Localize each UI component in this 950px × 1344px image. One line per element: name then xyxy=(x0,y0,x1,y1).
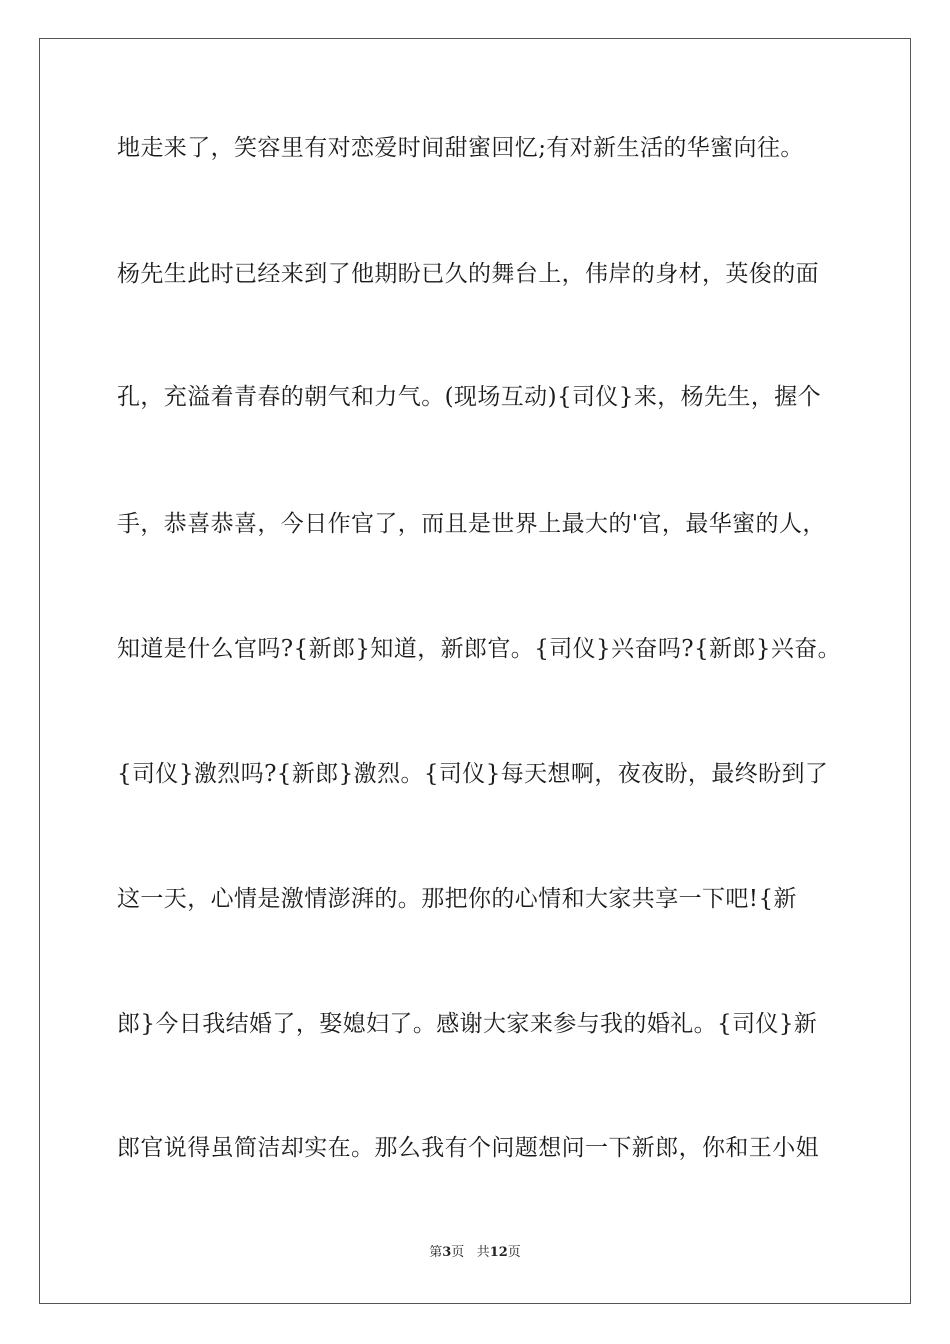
page-total: 12 xyxy=(489,1245,508,1260)
body-line: 郎官说得虽简洁却实在。那么我有个问题想问一下新郎，你和王小姐 xyxy=(117,1135,819,1161)
body-line: 这一天，心情是激情澎湃的。那把你的心情和大家共享一下吧!{新 xyxy=(117,886,797,912)
body-line: 知道是什么官吗?{新郎}知道，新郎官。{司仪}兴奋吗?{新郎}兴奋。 xyxy=(117,636,842,662)
page-border xyxy=(39,38,911,1304)
body-line: {司仪}激烈吗?{新郎}激烈。{司仪}每天想啊，夜夜盼，最终盼到了 xyxy=(117,761,829,787)
page-label-prefix: 第 xyxy=(429,1245,443,1260)
body-line: 杨先生此时已经来到了他期盼已久的舞台上，伟岸的身材，英俊的面 xyxy=(117,261,819,287)
total-label-suffix: 页 xyxy=(507,1245,521,1260)
body-line: 地走来了，笑容里有对恋爱时间甜蜜回忆;有对新生活的华蜜向往。 xyxy=(117,135,804,161)
page-number: 3 xyxy=(442,1245,452,1260)
body-line: 孔，充溢着青春的朝气和力气。(现场互动){司仪}来，杨先生，握个 xyxy=(117,384,822,410)
page-footer xyxy=(0,1244,950,1262)
page-label-suffix: 页 xyxy=(451,1245,465,1260)
total-label-prefix: 共 xyxy=(476,1245,490,1260)
body-line: 郎}今日我结婚了，娶媳妇了。感谢大家来参与我的婚礼。{司仪}新 xyxy=(117,1011,818,1037)
body-line: 手，恭喜恭喜，今日作官了，而且是世界上最大的'官，最华蜜的人， xyxy=(117,511,826,537)
